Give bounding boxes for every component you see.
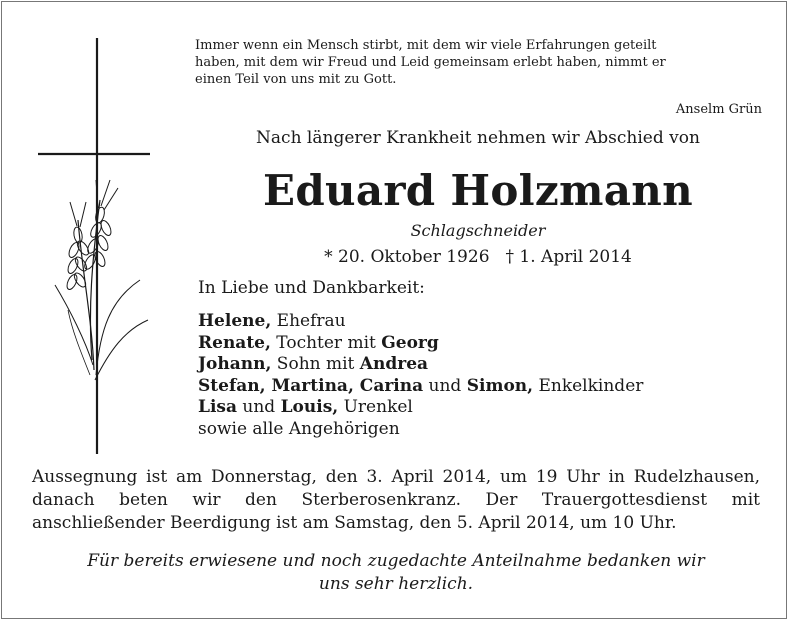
intro-line: Nach längerer Krankheit nehmen wir Abschied von: [256, 128, 700, 148]
mourner-row: Johann, Sohn mit Andrea: [198, 354, 429, 374]
funeral-service-info: [32, 466, 760, 535]
death-date: † 1. April 2014: [505, 247, 632, 267]
quote: [195, 37, 735, 88]
quote-line: einen Teil von uns mit zu Gott.: [195, 72, 397, 87]
quote-line: Immer wenn ein Mensch stirbt, mit dem wir viele Erfahrungen geteilt: [195, 38, 657, 53]
birth-date: * 20. Oktober 1926: [324, 247, 490, 267]
thanks-note: [60, 550, 732, 596]
mourner-row: Stefan, Martina, Carina und Simon, Enkelkinder: [198, 375, 644, 396]
mourner-row: sowie alle Angehörigen: [198, 418, 400, 439]
service-line: danach beten wir den Sterberosenkranz. Der Trauergottesdienst mit: [32, 490, 760, 510]
deceased-profession: Schlagschneider: [410, 221, 546, 240]
love-line: In Liebe und Dankbarkeit:: [198, 278, 425, 298]
service-line: anschließender Beerdigung ist am Samstag, den 5. April 2014, um 10 Uhr.: [32, 513, 677, 533]
mourner-row: Lisa und Louis, Urenkel: [198, 397, 413, 417]
mourners-list: [198, 311, 643, 440]
mourner-row: Helene, Ehefrau: [198, 311, 346, 331]
cross-with-wheat-icon: [30, 30, 160, 460]
quote-author: Anselm Grün: [675, 102, 762, 117]
life-dates: [168, 247, 788, 267]
quote-line: haben, mit dem wir Freud und Leid gemeinsam erlebt haben, nimmt er: [195, 55, 666, 70]
mourner-row: Renate, Tochter mit Georg: [198, 332, 439, 353]
thanks-line: Für bereits erwiesene und noch zugedachte Anteilnahme bedanken wir: [87, 551, 705, 571]
service-line: Aussegnung ist am Donnerstag, den 3. April 2014, um 19 Uhr in Rudelzhausen,: [32, 467, 760, 487]
deceased-name: Eduard Holzmann: [263, 166, 693, 215]
thanks-line: uns sehr herzlich.: [318, 574, 474, 594]
